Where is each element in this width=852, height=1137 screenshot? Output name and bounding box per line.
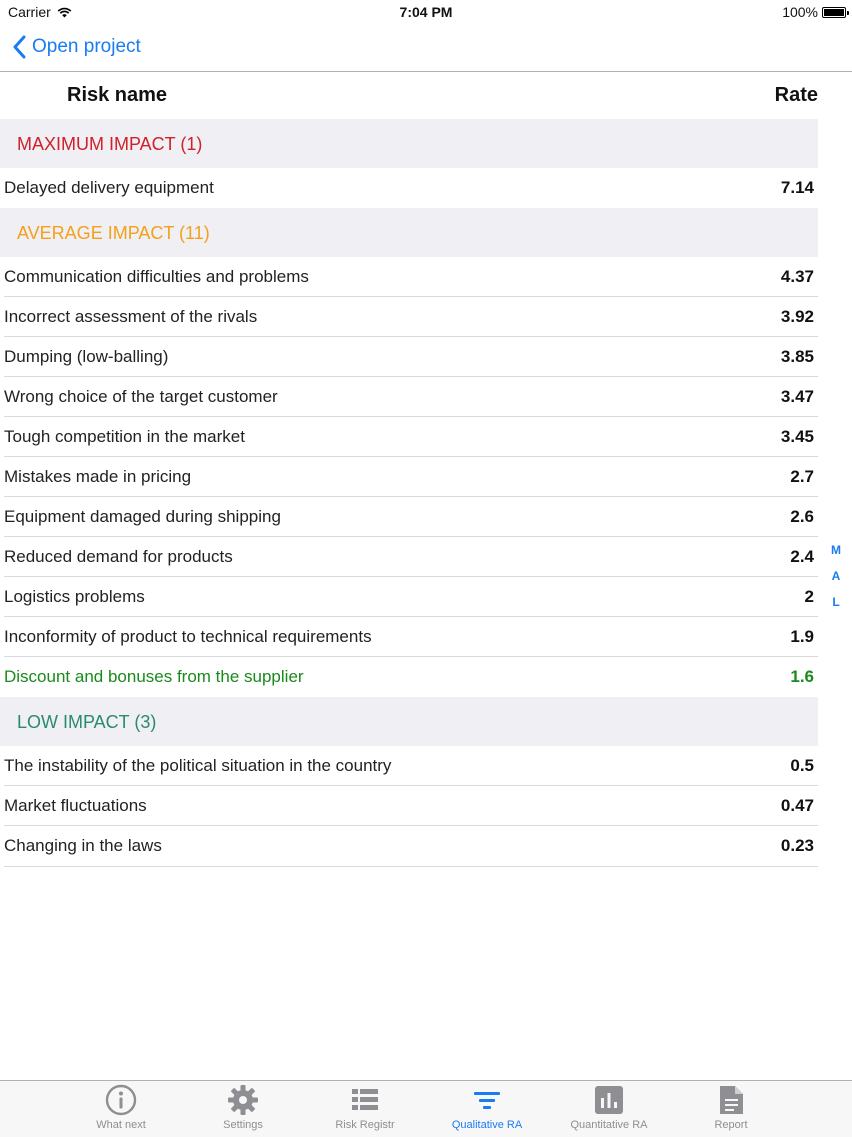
risk-name: Logistics problems — [4, 587, 145, 606]
risk-rate: 2.4 — [790, 547, 814, 566]
tab-quantitative-ra[interactable] — [554, 1081, 664, 1137]
risk-row[interactable] — [0, 168, 818, 208]
section-index-item[interactable]: M — [831, 543, 841, 557]
section-title: AVERAGE IMPACT (11) — [17, 223, 210, 243]
tab-label: What next — [96, 1119, 146, 1131]
tab-label: Risk Registr — [335, 1119, 395, 1131]
risk-rate: 1.9 — [790, 627, 814, 646]
risk-row[interactable] — [0, 457, 818, 497]
list-separator — [4, 866, 818, 867]
risk-row[interactable] — [0, 746, 818, 786]
risk-row[interactable] — [0, 257, 818, 297]
risk-row[interactable] — [0, 537, 818, 577]
risk-rate: 1.6 — [790, 667, 814, 686]
battery-percent: 100% — [782, 4, 818, 20]
risk-rate: 0.23 — [780, 836, 814, 855]
status-time: 7:04 PM — [399, 4, 453, 20]
risk-name: Equipment damaged during shipping — [4, 507, 281, 526]
risk-name: The instability of the political situation in the country — [4, 756, 392, 775]
section-index[interactable] — [826, 543, 846, 621]
risk-row[interactable] — [0, 657, 818, 697]
risk-rate: 3.45 — [780, 427, 814, 446]
risk-row[interactable] — [0, 786, 818, 826]
status-right — [782, 4, 846, 20]
risk-rate: 2.7 — [790, 467, 814, 486]
risk-name: Mistakes made in pricing — [4, 467, 192, 486]
back-button[interactable] — [12, 35, 141, 59]
risk-row[interactable] — [0, 377, 818, 417]
filter-icon — [471, 1084, 503, 1116]
section-index-item[interactable]: A — [831, 569, 841, 583]
section-header — [0, 697, 818, 746]
column-header — [0, 72, 818, 118]
risk-name: Wrong choice of the target customer — [4, 387, 278, 406]
navigation-bar — [0, 24, 852, 72]
risk-list[interactable] — [0, 119, 818, 867]
tab-risk-registr[interactable] — [310, 1081, 420, 1137]
risk-rate: 0.47 — [780, 796, 814, 815]
tab-report[interactable] — [676, 1081, 786, 1137]
risk-name: Delayed delivery equipment — [4, 178, 214, 197]
section-title: LOW IMPACT (3) — [17, 712, 157, 732]
risk-rate: 4.37 — [780, 267, 814, 286]
section-header — [0, 119, 818, 168]
risk-row[interactable] — [0, 497, 818, 537]
back-button-label: Open project — [32, 36, 141, 57]
battery-icon — [822, 7, 846, 18]
risk-name: Dumping (low-balling) — [4, 347, 169, 366]
risk-rate: 2 — [804, 587, 814, 606]
risk-rate: 7.14 — [780, 178, 814, 197]
risk-name: Changing in the laws — [4, 836, 162, 855]
chevron-left-icon — [12, 35, 26, 59]
risk-name: Discount and bonuses from the supplier — [4, 667, 304, 686]
risk-row[interactable] — [0, 337, 818, 377]
risk-rate: 3.85 — [780, 347, 814, 366]
risk-name: Tough competition in the market — [4, 427, 245, 446]
risk-row[interactable] — [0, 617, 818, 657]
section-index-item[interactable]: L — [832, 595, 840, 609]
risk-row[interactable] — [0, 577, 818, 617]
document-icon — [715, 1084, 747, 1116]
gear-icon — [227, 1084, 259, 1116]
tab-bar — [0, 1080, 852, 1137]
risk-rate: 0.5 — [790, 756, 814, 775]
section-title: MAXIMUM IMPACT (1) — [17, 134, 203, 154]
risk-rate: 3.92 — [780, 307, 814, 326]
risk-name: Market fluctuations — [4, 796, 147, 815]
tab-settings[interactable] — [188, 1081, 298, 1137]
risk-row[interactable] — [0, 826, 818, 866]
tab-what-next[interactable] — [66, 1081, 176, 1137]
list-icon — [349, 1084, 381, 1116]
risk-name: Inconformity of product to technical requirements — [4, 627, 372, 646]
info-icon — [105, 1084, 137, 1116]
risk-rate: 3.47 — [780, 387, 814, 406]
carrier-label: Carrier — [8, 4, 51, 20]
tab-qualitative-ra[interactable] — [432, 1081, 542, 1137]
tab-label: Report — [714, 1119, 748, 1131]
status-bar — [0, 0, 852, 24]
bar-chart-icon — [593, 1084, 625, 1116]
risk-name: Incorrect assessment of the rivals — [4, 307, 258, 326]
risk-row[interactable] — [0, 417, 818, 457]
risk-rate: 2.6 — [790, 507, 814, 526]
column-rate: Rate — [774, 84, 818, 106]
tab-label: Quantitative RA — [570, 1119, 648, 1131]
risk-name: Communication difficulties and problems — [4, 267, 309, 286]
section-header — [0, 208, 818, 257]
column-risk-name: Risk name — [67, 84, 168, 106]
risk-name: Reduced demand for products — [4, 547, 233, 566]
risk-row[interactable] — [0, 297, 818, 337]
tab-label: Qualitative RA — [451, 1119, 523, 1131]
tab-label: Settings — [223, 1119, 263, 1131]
